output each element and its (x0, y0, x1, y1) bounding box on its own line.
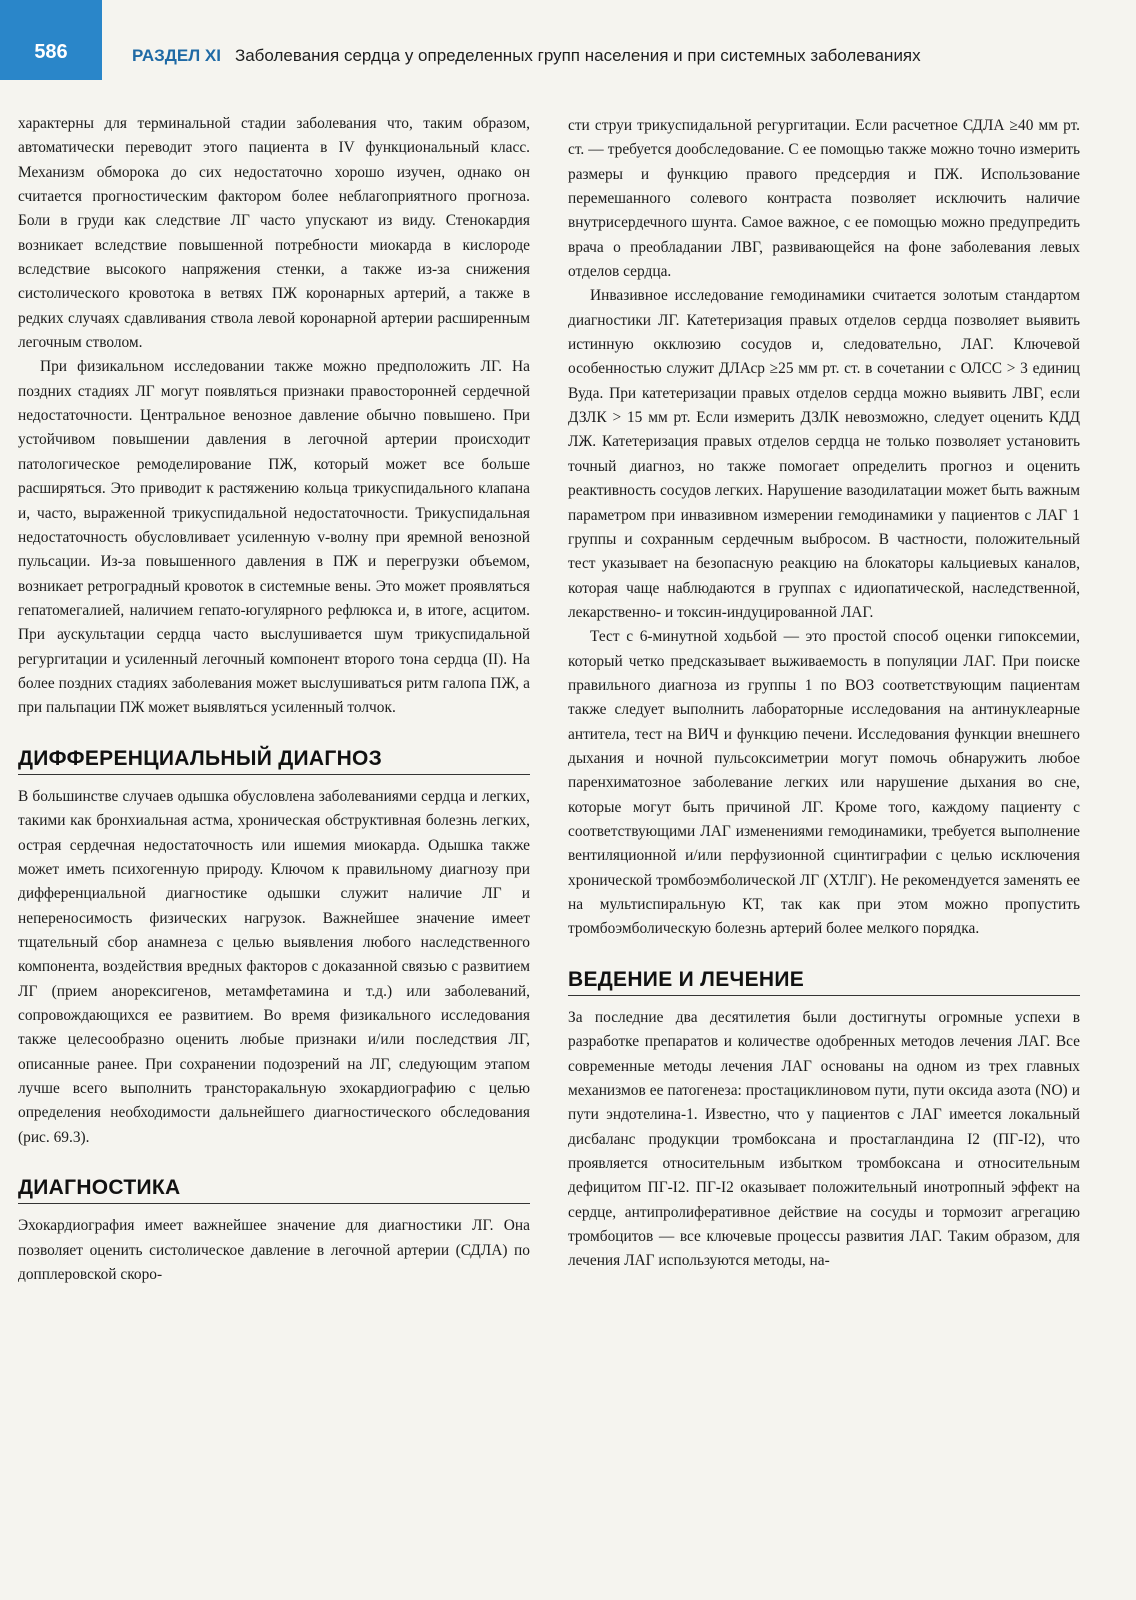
section-heading-differential: ДИФФЕРЕНЦИАЛЬНЫЙ ДИАГНОЗ (18, 747, 530, 775)
running-head (132, 46, 1092, 66)
paragraph: Тест с 6-минутной ходьбой — это простой способ оценки гипоксемии, который четко предсказывает выживаемость в популяции ЛАГ. При поиске правильного диагноза из группы 1 по ВОЗ соответствующим пациентам также следует выполнить лабораторные исследования на антинуклеарные антитела, тест на ВИЧ и функцию печени. Исследования функции внешнего дыхания и ночной пульсоксиметрии могут помочь обнаружить любое паренхиматозное заболевание легких или нарушение дыхания во сне, которые могут быть причиной ЛГ. Кроме того, каждому пациенту с соответствующими ЛАГ изменениями гемодинамики, требуется выполнение вентиляционной и/или перфузионной сцинтиграфии с целью исключения хронической тромбоэмболической ЛГ (ХТЛГ). Не рекомендуется заменять ее на мультиспиральную КТ, так как при этом можно пропустить тромбоэмболическую болезнь артерий более мелкого порядка. (568, 628, 1080, 938)
section-heading-diagnostics: ДИАГНОСТИКА (18, 1176, 530, 1204)
paragraph: сти струи трикуспидальной регургитации. Если расчетное СДЛА ≥40 мм рт. ст. — требуется дообследование. С ее помощью также можно точно измерить размеры и функцию правого предсердия и ПЖ. Использование перемешанного солевого контраста позволяет исключить наличие внутрисердечного шунта. Самое важное, с ее помощью можно предупредить врача о преобладании ЛВГ, развивающейся на фоне заболевания левых отделов сердца. (568, 117, 1080, 281)
paragraph: Эхокардиография имеет важнейшее значение для диагностики ЛГ. Она позволяет оценить систолическое давление в легочной артерии (СДЛА) по допплеровской скоро- (18, 1217, 530, 1284)
page-header (0, 0, 1136, 82)
page-number: 586 (34, 41, 68, 63)
section-title: Заболевания сердца у определенных групп населения и при системных заболеваниях (234, 46, 921, 65)
paragraph: При физикальном исследовании также можно предположить ЛГ. На поздних стадиях ЛГ могут появляться признаки правосторонней сердечной недостаточности. Центральное венозное давление обычно повышено. При устойчивом повышении давления в легочной артерии происходит патологическое ремоделирование ПЖ, который может все больше расширяться. Это приводит к растяжению кольца трикуспидального клапана и, часто, выраженной трикуспидальной недостаточности. Трикуспидальная недостаточность обусловливает усиленную v-волну при яремной венозной пульсации. Из-за повышенного давления в ПЖ и перегрузки объемом, возникает ретроградный кровоток в системные вены. Это может проявляться гепатомегалией, наличием гепато-югулярного рефлюкса и, в итоге, асцитом. При аускультации сердца часто выслушивается шум трикуспидальной регургитации и усиленный легочный компонент второго тона сердца (II). На более поздних стадиях заболевания может выслушиваться ритм галопа ПЖ, а при пальпации ПЖ может выявляться усиленный толчок. (18, 358, 530, 717)
right-column (568, 114, 1080, 1274)
paragraph: За последние два десятилетия были достигнуты огромные успехи в разработке препаратов и количестве одобренных методов лечения ЛАГ. Все современные методы лечения ЛАГ основаны на одном из трех главных механизмов ее патогенеза: простациклиновом пути, пути оксида азота (NO) и пути эндотелина-1. Известно, что у пациентов с ЛАГ имеется локальный дисбаланс продукции тромбоксана и простагландина I2 (ПГ-I2), что проявляется относительным избытком тромбоксана и относительным дефицитом ПГ-I2. ПГ-I2 оказывает положительный инотропный эффект на сердце, антипролиферативное действие на сосуды и тормозит агрегацию тромбоцитов — все ключевые процессы развития ЛАГ. Таким образом, для лечения ЛАГ используются методы, на- (568, 1009, 1080, 1270)
paragraph: характерны для терминальной стадии заболевания что, таким образом, автоматически переводит этого пациента в IV функциональный класс. Механизм обморока до сих недостаточно хорошо изучен, однако он считается прогностическим фактором более неблагоприятного прогноза. Боли в груди как следствие ЛГ часто упускают из виду. Стенокардия возникает вследствие повышенной потребности миокарда в кислороде вследствие высокого напряжения стенки, а также из-за снижения систолического кровотока в ветвях ПЖ коронарных артерий, а также в редких случаях сдавливания ствола левой коронарной артерии расширенным легочным стволом. (18, 115, 530, 352)
page-number-tab (0, 0, 102, 80)
section-heading-management: ВЕДЕНИЕ И ЛЕЧЕНИЕ (568, 968, 1080, 996)
left-column (18, 112, 530, 1287)
section-label: РАЗДЕЛ XI (132, 46, 221, 65)
paragraph: В большинстве случаев одышка обусловлена заболеваниями сердца и легких, такими как бронхиальная астма, хроническая обструктивная болезнь легких, острая сердечная недостаточность или ишемия миокарда. Одышка также может иметь психогенную природу. Ключом к правильному диагнозу при дифференциальной диагностике одышки служит наличие ЛГ и непереносимость физических нагрузок. Важнейшее значение имеет тщательный сбор анамнеза с целью выявления любого наследственного компонента, воздействия вредных факторов с доказанной связью с развитием ЛГ (прием анорексигенов, метамфетамина и т.д.) или заболеваний, сопровождающихся ее развитием. Во время физикального исследования также целесообразно оценить любые признаки и/или последствия ЛГ, описанные ранее. При сохранении подозрений на ЛГ, следующим этапом лучше всего выполнить трансторакальную эхокардиографию с целью определения необходимости дальнейшего диагностического обследования (рис. 69.3). (18, 787, 530, 1146)
paragraph: Инвазивное исследование гемодинамики считается золотым стандартом диагностики ЛГ. Катетеризация правых отделов сердца позволяет выявить истинную окклюзию сосудов и, следовательно, ЛАГ. Ключевой особенностью служит ДЛАср ≥25 мм рт. ст. в сочетании с ОЛСС > 3 единиц Вуда. При катетеризации правых отделов сердца можно выявить ЛВГ, если ДЗЛК > 15 мм рт. Если измерить ДЗЛК невозможно, следует оценить КДД ЛЖ. Катетеризация правых отделов сердца не только позволяет установить точный диагноз, но также помогает определить прогноз и оценить реактивность сосудов легких. Нарушение вазодилатации может быть важным параметром при инвазивном измерении гемодинамики у пациентов с ЛАГ 1 группы и сохранным сердечным выбросом. В частности, положительный тест указывает на безопасную реакцию на блокаторы кальциевых каналов, которая чаще наблюдаются в группах с идиопатической, наследственной, лекарственно- и токсин-индуцированной ЛАГ. (568, 287, 1080, 621)
